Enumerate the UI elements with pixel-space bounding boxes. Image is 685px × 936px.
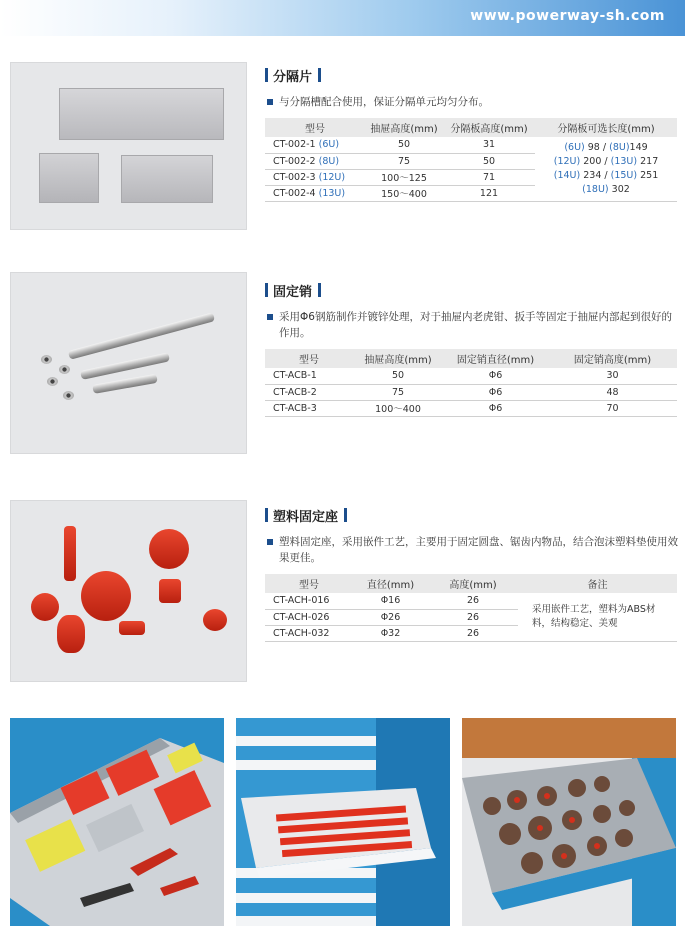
title-bar-icon (265, 508, 268, 522)
pin-title (265, 281, 680, 299)
bullet-icon (267, 539, 273, 545)
nut-icon (59, 365, 70, 374)
table-row: CT-ACB-1 50 Φ6 30 (265, 368, 677, 384)
divider-title (265, 66, 680, 84)
red-base-small (159, 579, 181, 603)
nut-icon (63, 391, 74, 400)
table-header-row: 型号 直径(mm) 高度(mm) 备注 (265, 574, 677, 593)
table-row: CT-ACH-026 Φ26 26 (265, 609, 677, 625)
red-base-round (149, 529, 189, 569)
divider-table (265, 118, 677, 202)
pin-table (265, 349, 677, 417)
pin-title-text: 固定销 (273, 284, 313, 300)
pin-section (265, 281, 680, 417)
drawer-cutters-photo (462, 718, 676, 926)
bullet-icon (267, 314, 273, 320)
base-photo (10, 500, 247, 682)
table-row: CT-ACH-016 Φ16 26 采用嵌件工艺，塑料为ABS材料，结构稳定、美观 (265, 593, 677, 609)
title-bar-icon (344, 508, 347, 522)
divider-plate-large (59, 88, 224, 140)
table-header-row: 型号 抽屉高度(mm) 分隔板高度(mm) 分隔板可选长度(mm) (265, 118, 677, 137)
red-base-tall (64, 526, 76, 581)
nut-icon (47, 377, 58, 386)
bullet-icon (267, 99, 273, 105)
base-section (265, 506, 680, 642)
divider-description: 与分隔槽配合使用，保证分隔单元均匀分布。 (265, 94, 680, 110)
header-banner (0, 0, 685, 36)
red-base-round (81, 571, 131, 621)
base-remark: 采用嵌件工艺，塑料为ABS材料，结构稳定、美观 (518, 593, 677, 641)
pin-rod-short (92, 374, 158, 394)
red-base-round (203, 609, 227, 631)
base-table (265, 574, 677, 642)
table-row: CT-002-1 (6U) 50 31 (6U) 98 / (8U)149 (12U) 200 / (13U) 217 (14U) 234 / (15U) 251 (18U) 302 (265, 137, 677, 153)
table-row: CT-ACB-3 100～400 Φ6 70 (265, 400, 677, 416)
pin-description: 采用Φ6钢筋制作并镀锌处理，对于抽屉内老虎钳、扳手等固定于抽屉内部起到很好的作用。 (265, 309, 680, 341)
divider-plate-small (39, 153, 99, 203)
drawer-tools-photo (10, 718, 224, 926)
divider-plate-medium (121, 155, 213, 203)
pin-rod-long (68, 312, 215, 360)
drawer-rods-illustration (236, 718, 450, 926)
red-base-round (31, 593, 59, 621)
table-row: CT-002-4 (13U) 150～400 121 (265, 185, 677, 201)
table-row: CT-ACH-032 Φ32 26 (265, 625, 677, 641)
length-options: (6U) 98 / (8U)149 (12U) 200 / (13U) 217 (14U) 234 / (15U) 251 (18U) 302 (535, 137, 677, 201)
red-base-round (57, 615, 85, 653)
table-row: CT-002-2 (8U) 75 50 (265, 153, 677, 169)
divider-photo (10, 62, 247, 230)
title-bar-icon (265, 283, 268, 297)
pin-photo (10, 272, 247, 454)
base-description: 塑料固定座，采用嵌件工艺，主要用于固定圆盘、锯齿内物品，结合泡沫塑料垫使用效果更佳。 (265, 534, 680, 566)
title-bar-icon (318, 283, 321, 297)
table-row: CT-ACB-2 75 Φ6 48 (265, 384, 677, 400)
drawer-cutters-illustration (462, 718, 676, 926)
title-bar-icon (318, 68, 321, 82)
red-base-small (119, 621, 145, 635)
divider-title-text: 分隔片 (273, 69, 313, 85)
base-title (265, 506, 680, 524)
divider-section (265, 66, 680, 202)
drawer-rods-photo (236, 718, 450, 926)
drawer-tools-illustration (10, 718, 224, 926)
table-header-row: 型号 抽屉高度(mm) 固定销直径(mm) 固定销高度(mm) (265, 349, 677, 368)
title-bar-icon (265, 68, 268, 82)
nut-icon (41, 355, 52, 364)
website-url[interactable]: www.powerway-sh.com (470, 8, 665, 24)
base-title-text: 塑料固定座 (273, 509, 339, 525)
table-row: CT-002-3 (12U) 100～125 71 (265, 169, 677, 185)
